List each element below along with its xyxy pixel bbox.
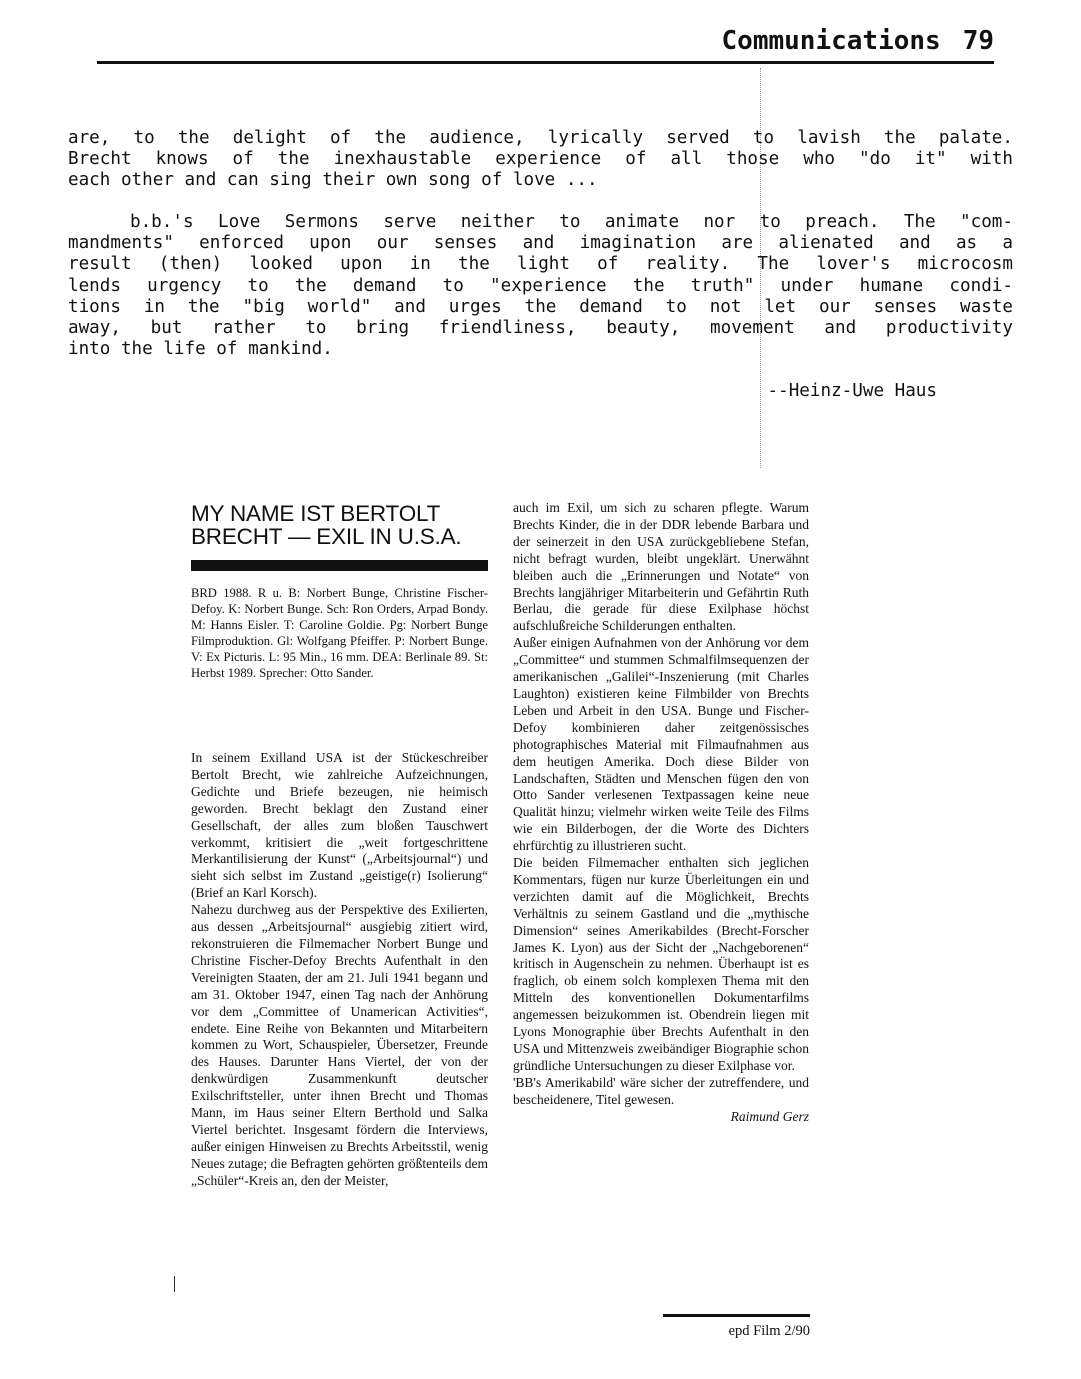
text-line: are, to the delight of the audience, lyrically served to lavish the palate. bbox=[68, 128, 1013, 148]
text-line: result (then) looked upon in the light of reality. The lover's microcosm bbox=[68, 254, 1013, 275]
footer-rule bbox=[663, 1314, 810, 1317]
margin-mark bbox=[174, 1276, 175, 1292]
text-line: tions in the "big world" and urges the demand to not let our senses waste bbox=[68, 296, 1013, 317]
film-credits: BRD 1988. R u. B: Norbert Bunge, Christine Fischer-Defoy. K: Norbert Bunge. Sch: Ron Orders, Arpad Bondy. M: Hanns Eisler. T: Caroline Goldie. Pg: Norbert Bunge Filmproduktion. Gl: Wolfgang Pfeiffer. P: Norbert Bunge. V: Ex Picturis. L: 95 Min., 16 mm. DEA: Berlinale 89. St: Herbst 1989. Sprecher: Otto Sander. bbox=[191, 586, 488, 680]
title-bar bbox=[191, 560, 488, 571]
header-rule bbox=[97, 61, 994, 64]
running-header bbox=[0, 24, 994, 58]
review-title bbox=[191, 502, 491, 548]
footer-source: epd Film 2/90 bbox=[728, 1323, 810, 1339]
typed-paragraph-2 bbox=[68, 212, 1013, 360]
review-paragraph: auch im Exil, um sich zu scharen pflegte. Warum Brechts Kinder, die in der DDR lebende Barbara und der seinerzeit in den USA zurückgebliebene Stefan, nicht befragt wurden, bleibt ungeklärt. Unerwähnt bleiben auch die „Erinnerungen und Notate“ von Brechts langjähriger Mitarbeiterin und Gefährtin Ruth Berlau, die gerade für diese Exilphase höchst aufschlußreiche Schilderungen enthalten. bbox=[513, 500, 809, 634]
typed-paragraph-1 bbox=[68, 128, 1013, 192]
review-title-line: BRECHT — EXIL IN U.S.A. bbox=[191, 524, 462, 549]
review-column-left bbox=[191, 750, 488, 1190]
review-paragraph: Nahezu durchweg aus der Perspektive des Exilierten, aus dessen „Arbeitsjournal“ ausgiebig zitiert wird, rekonstruieren die Filmemacher Norbert Bunge und Christine Fischer-Defoy Brechts Aufenthalt in den Vereinigten Staaten, der am 21. Juli 1941 begann und am 31. Oktober 1947, einen Tag nach der Anhörung vor dem „Committee of Unamerican Activities“, endete. Eine Reihe von Bekannten und Mitarbeitern kommen zu Wort, Schauspieler, Übersetzer, Freunde des Hauses. Darunter Hans Viertel, der von der denkwürdigen Zusammenkunft deutscher Exilschriftsteller, unter ihnen Brecht und Thomas Mann, im Haus seiner Eltern Berthold und Salka Viertel berichtet. Insgesamt fördern die Interviews, außer einigen Hinweisen zu Brechts Arbeitsstil, wenig Neues zutage; die Befragten gehörten größtenteils dem „Schüler“-Kreis an, den der Meister, bbox=[191, 902, 488, 1188]
article-signature: --Heinz-Uwe Haus bbox=[767, 381, 937, 401]
text-line: away, but rather to bring friendliness, beauty, movement and productivity bbox=[68, 318, 1013, 339]
review-paragraph: 'BB's Amerikabild' wäre sicher der zutreffendere, und bescheidenere, Titel gewesen. bbox=[513, 1074, 809, 1107]
text-line: into the life of mankind. bbox=[68, 339, 333, 360]
page-number: 79 bbox=[962, 26, 994, 56]
section-title: Communications bbox=[721, 26, 941, 56]
review-paragraph: Außer einigen Aufnahmen von der Anhörung vor dem „Committee“ und stummen Schmalfilmsequenzen der amerikanischen „Galilei“-Inszenierung (mit Charles Laughton) existieren keine Filmbilder von Brechts Leben und Arbeit in den USA. Bunge und Fischer-Defoy kombinieren daher zeitgenössisches photographisches Material mit Filmaufnahmen aus dem heutigen Amerika. Doch diese Bilder von Landschaften, Städten und Menschen fügen den von Otto Sander verlesenen Textpassagen keine neue Qualität hinzu; vielmehr wirken weite Teile des Films wie ein Bilderbogen, der die Worte des Dichters ehrfürchtig zu illustrieren sucht. bbox=[513, 635, 809, 854]
text-line: b.b.'s Love Sermons serve neither to animate nor to preach. The "com- bbox=[130, 212, 1013, 232]
text-line: lends urgency to the demand to "experience the truth" under humane condi- bbox=[68, 275, 1013, 296]
text-line: each other and can sing their own song of love ... bbox=[68, 170, 598, 191]
review-paragraph: In seinem Exilland USA ist der Stückeschreiber Bertolt Brecht, wie zahlreiche Aufzeichnungen, Gedichte und Briefe bezeugen, nie heimisch geworden. Brecht beklagt den Zustand einer Gesellschaft, der alles zum bloßen Tauschwert verkommt, kritisiert die „weit fortgeschrittene Merkantilisierung der Kunst“ („Arbeitsjournal“) und sieht sich selbst im Zustand „geistige(r) Isolierung“ (Brief an Karl Korsch). bbox=[191, 750, 488, 901]
review-column-right bbox=[513, 500, 809, 1126]
text-line: mandments" enforced upon our senses and imagination are alienated and as a bbox=[68, 233, 1013, 254]
review-title-line: MY NAME IST BERTOLT bbox=[191, 501, 441, 526]
review-paragraph: Die beiden Filmemacher enthalten sich jeglichen Kommentars, fügen nur kurze Überleitungen ein und verzichten damit auf die Möglichkeit, Brechts Verhältnis zu seinem Gastland und die „mythische Dimension“ seines Amerikabildes (Brecht-Forscher James K. Lyon) aus der Sicht der „Nachgeborenen“ kritisch in Augenschein zu nehmen. Überhaupt ist es fraglich, ob einem solch komplexen Thema mit den Mitteln des konventionellen Dokumentarfilms angemessen beizukommen ist. Obendrein liegen mit Lyons Monographie über Brechts Aufenthalt in den USA und Mittenzweis zweibändiger Biographie schon gründliche Untersuchungen zu dieser Exilphase vor. bbox=[513, 855, 809, 1073]
review-author: Raimund Gerz bbox=[730, 1108, 809, 1124]
text-line: Brecht knows of the inexhaustable experience of all those who "do it" with bbox=[68, 149, 1013, 170]
